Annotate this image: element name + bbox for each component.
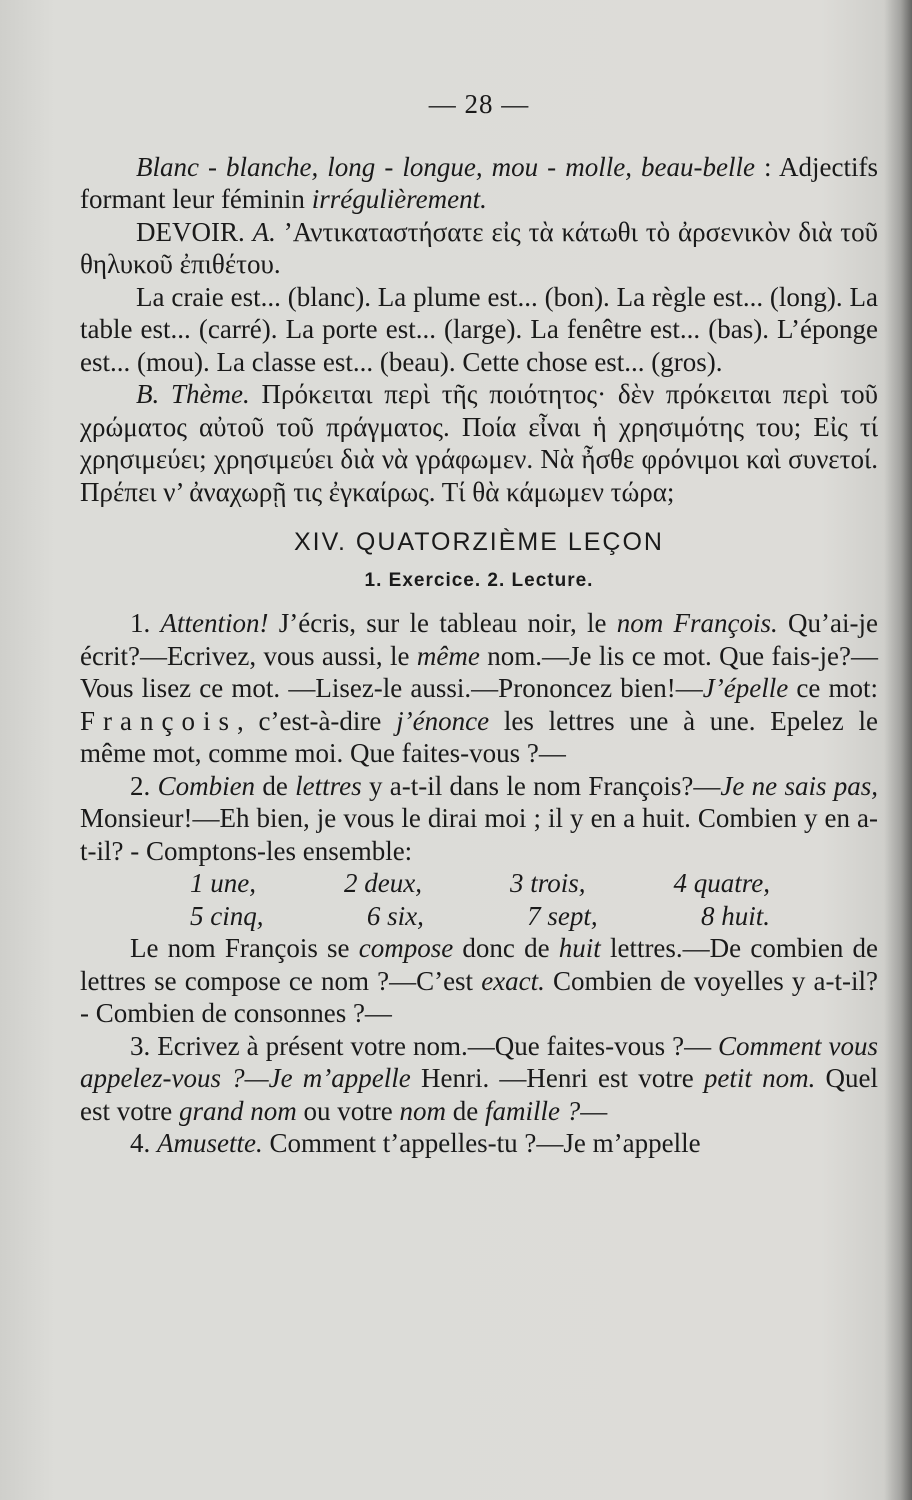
count-item: 8 huit.	[700, 900, 770, 931]
count-item: 5 cinq,	[190, 900, 264, 931]
count-item: 2 deux,	[343, 868, 422, 898]
adjective-pairs: Blanc - blanche, long - longue, mou - molle, beau-belle	[136, 151, 755, 182]
section-2: 2. Combien de lettres y a-t-il dans le nom François?—Je ne sais pas, Monsieur!—Eh bien, je vous le dirai moi ; il y en a huit. Combien y en a-t-il? - Comptons-les ensemble:	[80, 770, 879, 866]
paragraph-devoir-a: DEVOIR. A. ’Αντικαταστήσατε εἰς τὰ κάτωθι τὸ ἀρσενικὸν διὰ τοῦ θηλυκοῦ ἐπιθέτου.	[80, 216, 878, 279]
page-text	[80, 88, 878, 1160]
section-4: 4. Amusette. Comment t’appelles-tu ?—Je m’appelle	[130, 1128, 701, 1158]
page-spine-shadow	[884, 0, 912, 1500]
count-item: 6 six,	[366, 900, 424, 931]
section-1: 1. Attention! J’écris, sur le tableau noir, le nom François. Qu’ai-je écrit?—Ecrivez, vous aussi, le même nom.—Je lis ce mot. Que fais-je?—Vous lisez ce mot. —Lisez-le aussi.—Prononcez bien!—J’épelle ce mot: François, c’est-à-dire j’énonce les lettres une à une. Epelez le même mot, comme moi. Que faites-vous ?—	[80, 608, 879, 768]
paragraph-theme-b: B. Thème. Πρόκειται περὶ τῆς ποιότητος· δὲν πρόκειται περὶ τοῦ χρώματος αὐτοῦ τοῦ πράγματος. Ποία εἶναι ἡ χρησιμότης του; Εἰς τί χρησιμεύει; χρησιμεύει διὰ νὰ γράφωμεν. Νὰ ἦσθε φρόνιμοι καὶ συνετοί. Πρέπει ν’ ἀναχωρῇ τις ἐγκαίρως. Τί θὰ κάμωμεν τώρα;	[80, 379, 878, 507]
count-item: 1 une,	[190, 868, 256, 898]
counting-row-2	[190, 900, 770, 933]
section-3: 3. Ecrivez à présent votre nom.—Que faites-vous ?— Comment vous appelez-vous ?—Je m’appelle Henri. —Henri est votre petit nom. Quel est votre grand nom ou votre nom de famille ?—	[80, 1030, 878, 1126]
lesson-heading: XIV. QUATORZIÈME LEÇON	[293, 528, 664, 556]
lesson-subheading: 1. Exercice. 2. Lecture.	[364, 569, 594, 591]
count-item: 4 quatre,	[673, 868, 770, 898]
paragraph-adjectives: Blanc - blanche, long - longue, mou - molle, beau-belle : Adjectifs formant leur féminin irrégulièrement.	[80, 151, 878, 214]
count-item: 3 trois,	[509, 868, 586, 898]
page-number: — 28 —	[428, 89, 530, 119]
paragraph-compose: Le nom François se compose donc de huit lettres.—De combien de lettres se compose ce nom ?—C’est exact. Combien de voyelles y a-t-il? - Combien de consonnes ?—	[80, 933, 878, 1028]
count-item: 7 sept,	[527, 900, 598, 931]
paragraph-exercise-sentences: La craie est... (blanc). La plume est... (bon). La règle est... (long). La table est... (carré). La porte est... (large). La fenêtre est... (bas). L’éponge est... (mou). La classe est... (beau). Cette chose est... (gros).	[80, 281, 878, 377]
counting-row-1	[190, 867, 770, 900]
